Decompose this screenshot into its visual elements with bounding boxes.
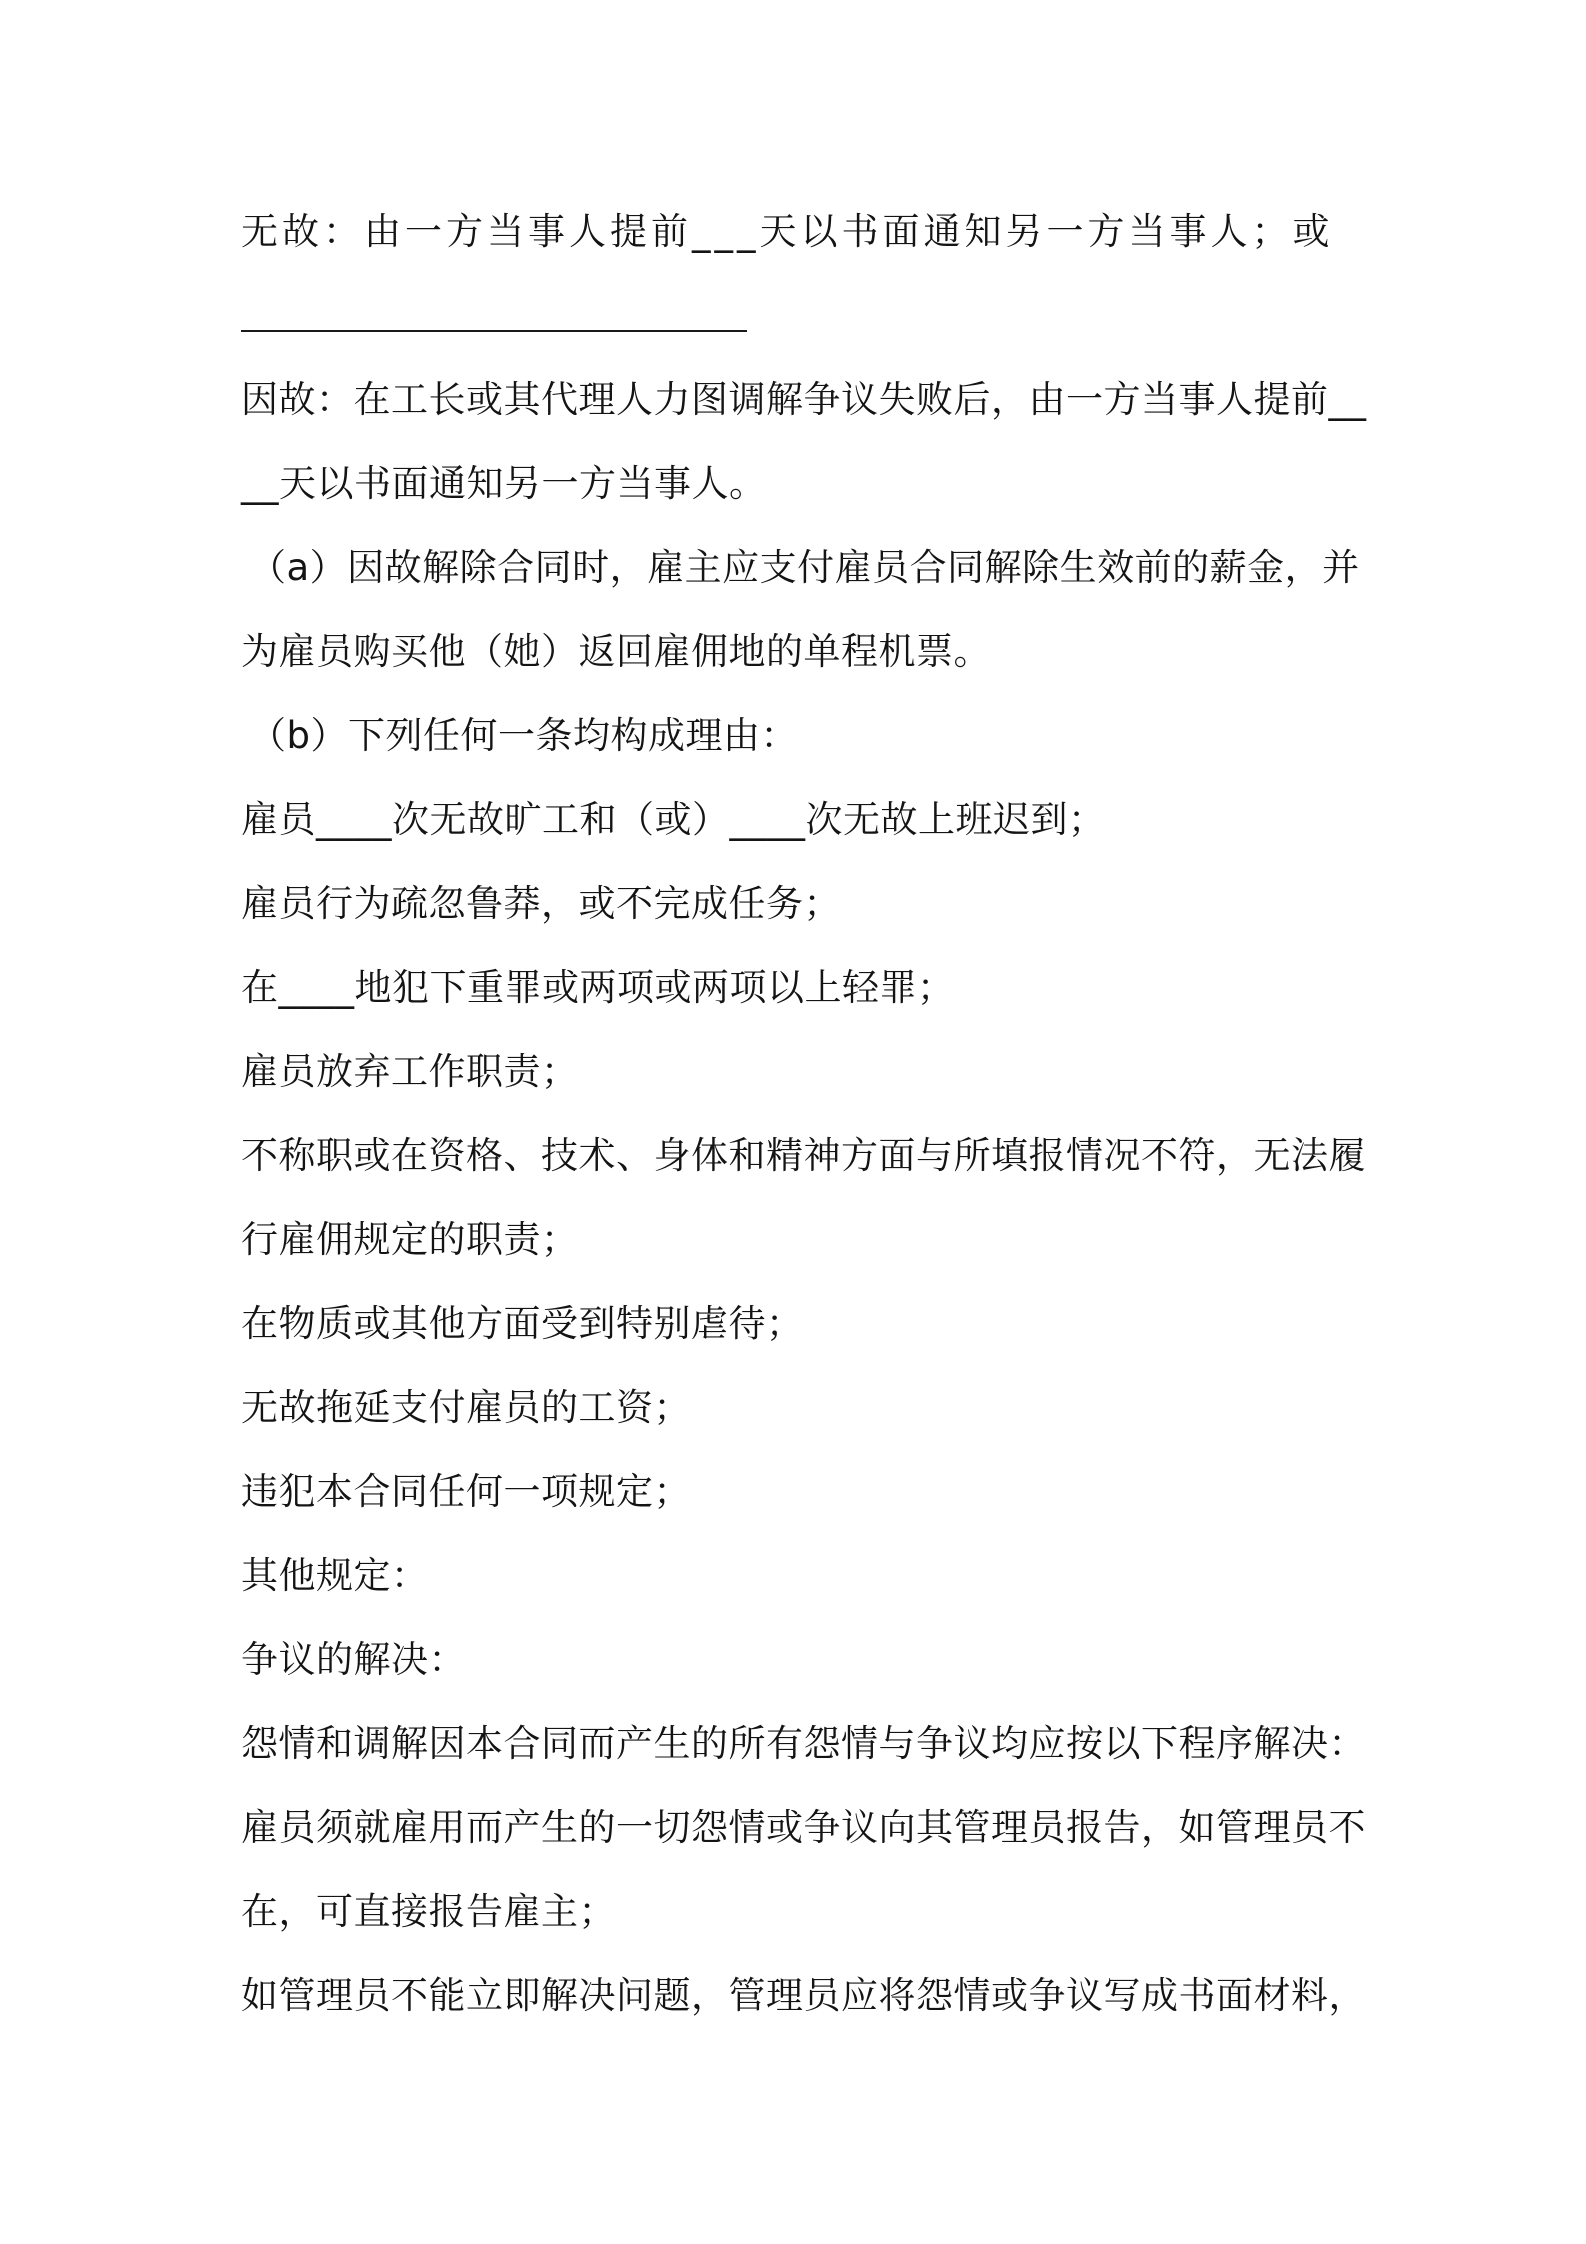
reason-incompetence: 不称职或在资格、技术、身体和精神方面与所填报情况不符，无法履 bbox=[241, 1134, 1366, 1177]
dispute-step-report: 雇员须就雇用而产生的一切怨情或争议向其管理员报告，如管理员不 bbox=[241, 1806, 1366, 1849]
clause-without-cause: 无故：由一方当事人提前___天以书面通知另一方当事人；或 bbox=[241, 210, 1334, 253]
reason-crime: 在____地犯下重罪或两项或两项以上轻罪； bbox=[241, 966, 955, 1009]
blank-fill-line bbox=[241, 274, 1356, 358]
dispute-step-report-cont: 在，可直接报告雇主； bbox=[241, 1890, 616, 1933]
blank-underline bbox=[241, 330, 747, 332]
reason-incompetence-cont: 行雇佣规定的职责； bbox=[241, 1218, 579, 1261]
reason-negligence: 雇员行为疏忽鲁莽，或不完成任务； bbox=[241, 882, 841, 925]
clause-with-cause-cont: __天以书面通知另一方当事人。 bbox=[241, 462, 767, 505]
reason-breach: 违犯本合同任何一项规定； bbox=[241, 1470, 691, 1513]
reason-wage-delay: 无故拖延支付雇员的工资； bbox=[241, 1386, 691, 1429]
dispute-heading: 争议的解决： bbox=[241, 1638, 466, 1681]
reason-abandon: 雇员放弃工作职责； bbox=[241, 1050, 579, 1093]
clause-a: （a）因故解除合同时，雇主应支付雇员合同解除生效前的薪金，并 bbox=[249, 546, 1360, 589]
other-provisions: 其他规定： bbox=[241, 1554, 429, 1597]
dispute-step-written: 如管理员不能立即解决问题，管理员应将怨情或争议写成书面材料， bbox=[241, 1974, 1366, 2017]
clause-a-cont: 为雇员购买他（她）返回雇佣地的单程机票。 bbox=[241, 630, 991, 673]
document-body bbox=[241, 190, 1367, 2038]
reason-abuse: 在物质或其他方面受到特别虐待； bbox=[241, 1302, 804, 1345]
reason-absence: 雇员____次无故旷工和（或）____次无故上班迟到； bbox=[241, 798, 1106, 841]
clause-b: （b）下列任何一条均构成理由： bbox=[249, 714, 798, 757]
dispute-procedure: 怨情和调解因本合同而产生的所有怨情与争议均应按以下程序解决： bbox=[241, 1722, 1366, 1765]
clause-with-cause: 因故：在工长或其代理人力图调解争议失败后，由一方当事人提前__ bbox=[241, 378, 1367, 421]
